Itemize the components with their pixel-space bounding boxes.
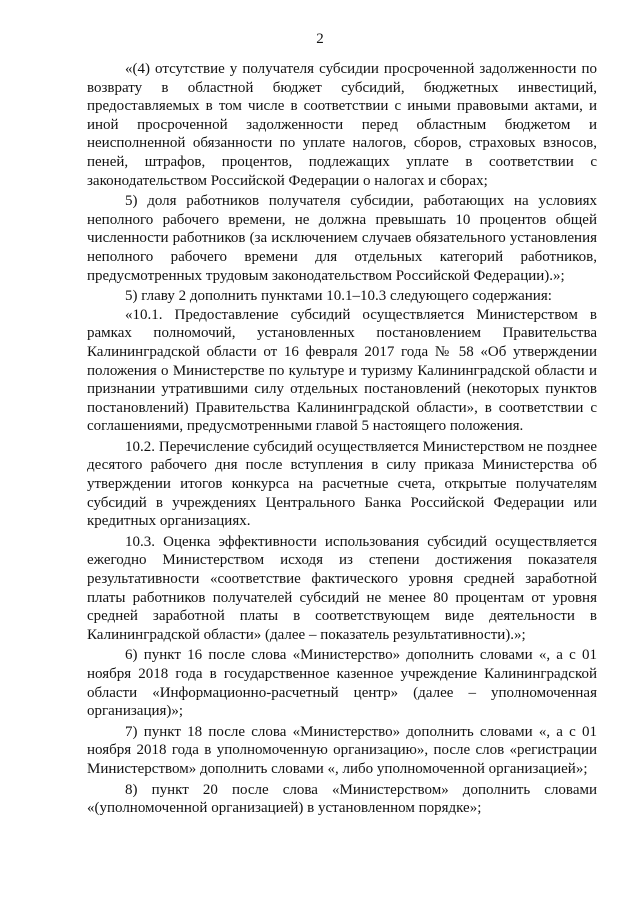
paragraph-clause-10-3: 10.3. Оценка эффективности использования субсидий осуществляется ежегодно Министерством исходя из степени достижения показателя результативности «соответствие фактического уровня средней заработной платы работников получателей субсидий не менее 80 процентам от уровня средней заработной платы в соответствующем виде деятельности в Калининградской области» (далее – показатель результативности).»; — [87, 533, 597, 643]
paragraph-item-4: «(4) отсутствие у получателя субсидии просроченной задолженности по возврату в областной бюджет субсидий, бюджетных инвестиций, предоставляемых в том числе в соответствии с иными правовыми актами, и иной просроченной задолженности перед областным бюджетом и неисполненной обязанности по уплате налогов, сборов, страховых взносов, пеней, штрафов, процентов, подлежащих уплате в соответствии с законодательством Российской Федерации о налогах и сборах; — [87, 61, 597, 189]
paragraph-amend-5: 5) главу 2 дополнить пунктами 10.1–10.3 следующего содержания: — [125, 288, 552, 305]
paragraph-item-5-share: 5) доля работников получателя субсидии, работающих на условиях неполного рабочего времени, не должна превышать 10 процентов общей численности работников (за исключением случаев обязательного установления неполного рабочего времени для отдельных категорий работников, предусмотренных трудовым законодательством Российской Федерации).»; — [87, 193, 597, 284]
paragraph-amend-6: 6) пункт 16 после слова «Министерство» дополнить словами «, а с 01 ноября 2018 года в государственное казенное учреждение Калининградской области «Информационно-расчетный центр» (далее – уполномоченная организация)»; — [87, 647, 597, 720]
paragraph-amend-7: 7) пункт 18 после слова «Министерство» дополнить словами «, а с 01 ноября 2018 года в уполномоченную организацию», после слов «регистрации Министерством» дополнить словами «, либо уполномоченной организацией»; — [87, 723, 597, 777]
document-body — [87, 60, 597, 818]
paragraph-amend-8: 8) пункт 20 после слова «Министерством» дополнить словами «(уполномоченной организацией) в установленном порядке»; — [87, 781, 597, 817]
paragraph-clause-10-2: 10.2. Перечисление субсидий осуществляется Министерством не позднее десятого рабочего дня после вступления в силу приказа Министерства об утверждении итогов конкурса на расчетные счета, открытые получателям субсидий в учреждениях Центрального Банка Российской Федерации или кредитных организациях. — [87, 438, 597, 530]
paragraph-clause-10-1: «10.1. Предоставление субсидий осуществляется Министерством в рамках полномочий, установленных постановлением Правительства Калининградской области от 16 февраля 2017 года № 58 «Об утверждении положения о Министерстве по культуре и туризму Калининградской области и признании утратившими силу отдельных постановлений (некоторых пунктов постановлений) Правительства Калининградской области», в соответствии с соглашениями, предусмотренными главой 5 настоящего положения. — [87, 306, 597, 435]
page-number: 2 — [316, 31, 324, 47]
